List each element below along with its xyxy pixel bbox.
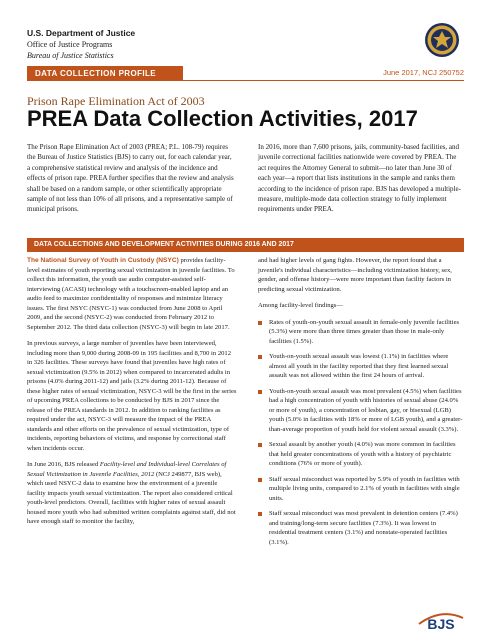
bureau-name: Bureau of Justice Statistics (27, 51, 114, 60)
right-column (258, 256, 464, 553)
logo-text: BJS (427, 616, 455, 632)
surveys-paragraph: In previous surveys, a large number of juveniles have been interviewed, including more than 9,000 during 2008-09 in 195 facilities and 8,700 in 2012 in 326 facilities. These surveys have found that juveniles have high rates of sexual victimization (9.5% in 2012) when compared to incarcerated adults in prisons (4.0% during 2011-12) and jails (3.2% during 2011-12). Because of these higher rates of sexual victimization, NSYC-3 will be the first in the series of upcoming PREA collections to be conducted by BJS in 2017 since the release of the PREA standards in 2012. In addition to ranking facilities as required under the act, NSYC-3 will measure the impact of the PREA standards and other efforts on the prevalence of sexual victimization, type of incidents, reporting behaviors of victims, and response by correctional staff when incidents occur. (27, 340, 237, 452)
finding-text: Youth-on-youth sexual assault was most prevalent (4.5%) when facilities had a high concentration of youth with histories of sexual abuse (24.0% or more of youth), a concentration of lesbian, gay, or bisexual (LGB) youth (5.0% in facilities with 18% or more of LGB youth), and a greater-than-average proportion of youth held for violent sexual assault (3.3%). (269, 387, 463, 433)
finding-text: Sexual assault by another youth (4.0%) was more common in facilities that held greater concentrations of youth with a history of psychiatric conditions (76% or more of youth). (269, 441, 456, 467)
list-item (258, 475, 464, 504)
report-citation: Facility-level and Individual-level Correlates of Sexual Victimization in Juvenile Facilities, 2012 (27, 461, 227, 478)
bullet-square-icon (258, 321, 262, 325)
intro-paragraph-left: The Prison Rape Elimination Act of 2003 (PREA; P.L. 108-79) requires the Bureau of Justice Statistics (BJS) to carry out, for each calendar year, a comprehensive statistical review and analysis of the incidence and effects of prison rape. PREA further specifies that the review and analysis shall be based on a random sample, or other scientifically appropriate sample of not less than 10% of all prisons, and a representative sample of municipal prisons. (27, 143, 234, 214)
nsyc-highlight: The National Survey of Youth in Custody (NSYC) (27, 257, 179, 264)
section-heading: DATA COLLECTIONS AND DEVELOPMENT ACTIVITIES DURING 2016 AND 2017 (27, 238, 464, 252)
release-text-b: (NCJ 249877, BJS web), which used NSYC-2 data to examine how the environment of a juvenile facility impacts youth sexual victimization. The report also considered critical youth-level predictors. Overall, facilities with higher rates of sexual assault housed more youth who had submitted written complaints against staff, did not have enough staff to monitor the facility, (27, 470, 236, 525)
nsyc-text: provides facility-level estimates of youth reporting sexual victimization in juvenile facilities. To collect this information, the youth use audio computer-assisted self-interviewing (ACASI) technology with a touchscreen-enabled laptop and an audio feed to maximize confidentiality of responses and minimize literacy issues. The first NSYC (NSYC-1) was conducted from June 2008 to April 2009, and the second (NSYC-2) was conducted from February 2012 to September 2012. The third data collection (NSYC-3) will begin in late 2017. (27, 257, 235, 331)
finding-text: Youth-on-youth sexual assault was lowest (1.1%) in facilities where almost all youth in the facility reported that they first learned sexual assault was not allowed within the first 24 hours of arrival. (269, 353, 449, 379)
release-paragraph (27, 460, 237, 527)
release-text-a: In June 2016, BJS released (27, 461, 100, 468)
bullet-square-icon (258, 443, 262, 447)
list-item (258, 318, 464, 347)
band-divider (27, 80, 464, 81)
bullet-square-icon (258, 478, 262, 482)
office-name: Office of Justice Programs (27, 40, 113, 49)
agency-header (27, 28, 135, 61)
finding-text: Rates of youth-on-youth sexual assault in female-only juvenile facilities (5.3%) were more than three times greater than those in male-only facilities (1.5%). (269, 318, 460, 345)
finding-text: Staff sexual misconduct was reported by 5.9% of youth in facilities with multiple living units, compared to 2.1% of youth in facilities with single units. (269, 475, 460, 502)
list-item (258, 387, 464, 435)
bullet-square-icon (258, 355, 262, 359)
doj-seal-icon (424, 22, 460, 58)
left-column (27, 256, 237, 534)
profile-band: DATA COLLECTION PROFILE (27, 66, 183, 81)
list-item (258, 352, 464, 381)
findings-list (258, 318, 464, 548)
list-item (258, 509, 464, 547)
bullet-square-icon (258, 512, 262, 516)
bjs-logo-icon (416, 606, 466, 632)
continuation-paragraph: and had higher levels of gang fights. However, the report found that a juvenile's individual characteristics—including victimization history, sex, gender, and offense history—were more important than facility factors in predicting sexual victimization. (258, 257, 452, 293)
findings-lead: Among facility-level findings— (258, 302, 343, 309)
finding-text: Staff sexual misconduct was most prevalent in detention centers (7.4%) and training/long-term secure facilities (7.3%). It was lowest in residential treatment centers (3.1%) and nonstate-operated facilities (3.1%). (269, 510, 458, 546)
intro-paragraph-right: In 2016, more than 7,600 prisons, jails, community-based facilities, and juvenile correctional facilities nationwide were covered by PREA. The act requires the Attorney General to submit—no later than June 30 of each year—a report that lists institutions in the sample and ranks them according to the incidence of prison rape. BJS has developed a multiple-measure, multiple-mode data collection strategy to fully implement requirements under PREA. (258, 143, 461, 214)
list-item (258, 440, 464, 469)
nsyc-paragraph (27, 256, 237, 332)
report-title: PREA Data Collection Activities, 2017 (27, 106, 418, 131)
agency-name: U.S. Department of Justice (27, 28, 136, 38)
bullet-square-icon (258, 390, 262, 394)
publication-info: June 2017, NCJ 250752 (383, 68, 464, 77)
report-subtitle: Prison Rape Elimination Act of 2003 (27, 94, 205, 108)
